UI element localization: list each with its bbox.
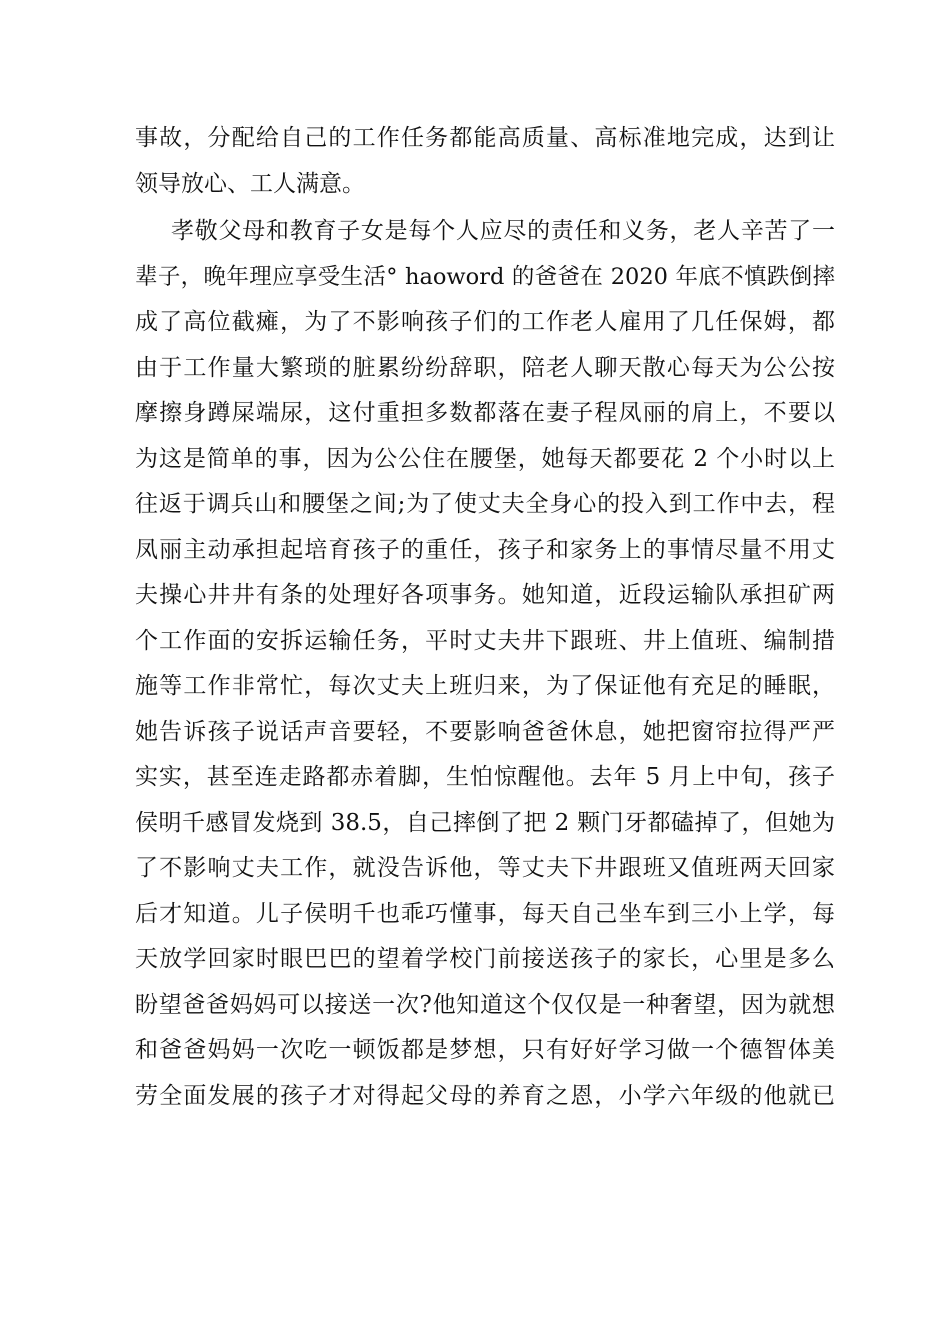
text-line: 由于工作量大繁琐的脏累纷纷辞职，陪老人聊天散心每天为公公按 [135, 354, 835, 381]
body-text [135, 116, 835, 1119]
text-line: 天放学回家时眼巴巴的望着学校门前接送孩子的家长，心里是多么 [135, 946, 835, 972]
paragraph-1 [135, 116, 835, 207]
text-line: 凤丽主动承担起培育孩子的重任，孩子和家务上的事情尽量不用丈 [135, 536, 835, 563]
text-line: 夫操心井井有条的处理好各项事务。她知道，近段运输队承担矿两 [135, 582, 835, 608]
text-line: 了不影响丈夫工作，就没告诉他，等丈夫下井跟班又值班两天回家 [135, 855, 835, 881]
text-line: 施等工作非常忙，每次丈夫上班归来，为了保证他有充足的睡眠， [135, 673, 835, 699]
text-line: 孝敬父母和教育子女是每个人应尽的责任和义务，老人辛苦了一 [171, 218, 835, 244]
text-line: 侯明千感冒发烧到 38.5，自己摔倒了把 2 颗门牙都磕掉了，但她为 [135, 809, 835, 836]
text-line: 辈子，晚年理应享受生活° haoword 的爸爸在 2020 年底不慎跌倒摔 [135, 263, 835, 290]
text-line: 事故，分配给自己的工作任务都能高质量、高标准地完成，达到让 [135, 125, 835, 151]
text-line: 盼望爸爸妈妈可以接送一次?他知道这个仅仅是一种奢望，因为就想 [135, 991, 835, 1018]
text-line: 实实，甚至连走路都赤着脚，生怕惊醒他。去年 5 月上中旬，孩子 [135, 764, 835, 790]
text-line: 成了高位截瘫，为了不影响孩子们的工作老人雇用了几任保姆，都 [135, 309, 835, 335]
text-line: 她告诉孩子说话声音要轻，不要影响爸爸休息，她把窗帘拉得严严 [135, 718, 835, 745]
text-line: 和爸爸妈妈一次吃一顿饭都是梦想，只有好好学习做一个德智体美 [135, 1037, 835, 1063]
text-line: 往返于调兵山和腰堡之间;为了使丈夫全身心的投入到工作中去，程 [135, 491, 835, 517]
text-line: 劳全面发展的孩子才对得起父母的养育之恩，小学六年级的他就已 [135, 1082, 835, 1109]
text-line: 领导放心、工人满意。 [135, 170, 365, 197]
text-line: 后才知道。儿子侯明千也乖巧懂事，每天自己坐车到三小上学，每 [135, 900, 835, 927]
text-line: 个工作面的安拆运输任务，平时丈夫井下跟班、井上值班、编制措 [135, 627, 835, 654]
text-line: 摩擦身蹲屎端尿，这付重担多数都落在妻子程凤丽的肩上，不要以 [135, 400, 835, 426]
text-line: 为这是简单的事，因为公公住在腰堡，她每天都要花 2 个小时以上 [135, 445, 835, 472]
paragraph-2 [135, 209, 835, 1119]
